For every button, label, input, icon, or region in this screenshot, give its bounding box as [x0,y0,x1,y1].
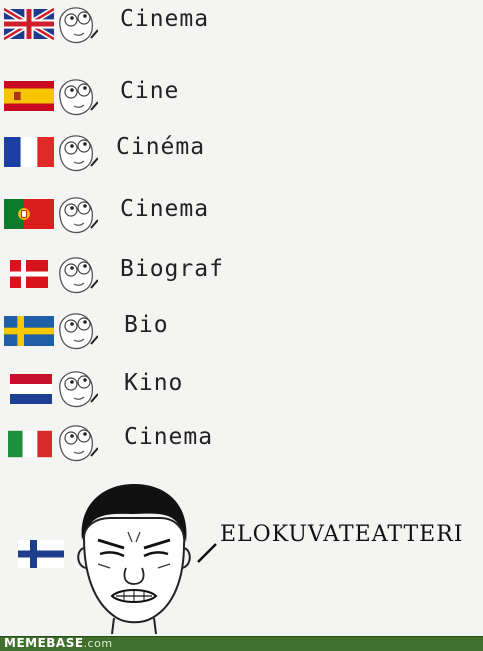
derp-face-icon [54,4,98,46]
derp-face-icon [54,194,98,236]
word-finland: ELOKUVATEATTERI [220,522,464,547]
word-uk: Cinema [120,6,210,32]
portugal-flag-icon [4,198,54,230]
word-netherlands: Kino [124,370,184,396]
derp-face-icon [54,422,98,464]
derp-face-icon [54,132,98,174]
language-row-sweden [0,308,483,352]
language-row-uk [0,2,483,46]
language-row-denmark [0,252,483,296]
uk-flag-icon [4,8,54,40]
word-italy: Cinema [124,424,214,450]
denmark-flag-icon [10,260,48,288]
word-france: Cinéma [116,134,206,160]
logo-domain: .com [83,637,113,650]
italy-flag-icon [8,428,52,460]
speech-line-icon [196,540,220,564]
sweden-flag-icon [4,316,54,346]
france-flag-icon [4,136,54,168]
spain-flag-icon [4,80,54,112]
word-portugal: Cinema [120,196,210,222]
strained-face-icon [74,478,194,634]
language-row-italy [0,420,483,464]
word-spain: Cine [120,78,180,104]
language-row-portugal [0,192,483,236]
word-denmark: Biograf [120,256,224,282]
netherlands-flag-icon [10,374,52,404]
derp-face-icon [54,254,98,296]
derp-face-icon [54,368,98,410]
memebase-logo[interactable] [4,636,113,650]
derp-face-icon [54,310,98,352]
finland-flag-icon [18,540,64,568]
language-row-netherlands [0,366,483,410]
footer-bar [0,636,483,651]
derp-face-icon [54,76,98,118]
logo-brand: MEMEBASE [4,636,84,650]
word-sweden: Bio [124,312,169,338]
language-row-france [0,130,483,174]
language-row-spain [0,74,483,118]
